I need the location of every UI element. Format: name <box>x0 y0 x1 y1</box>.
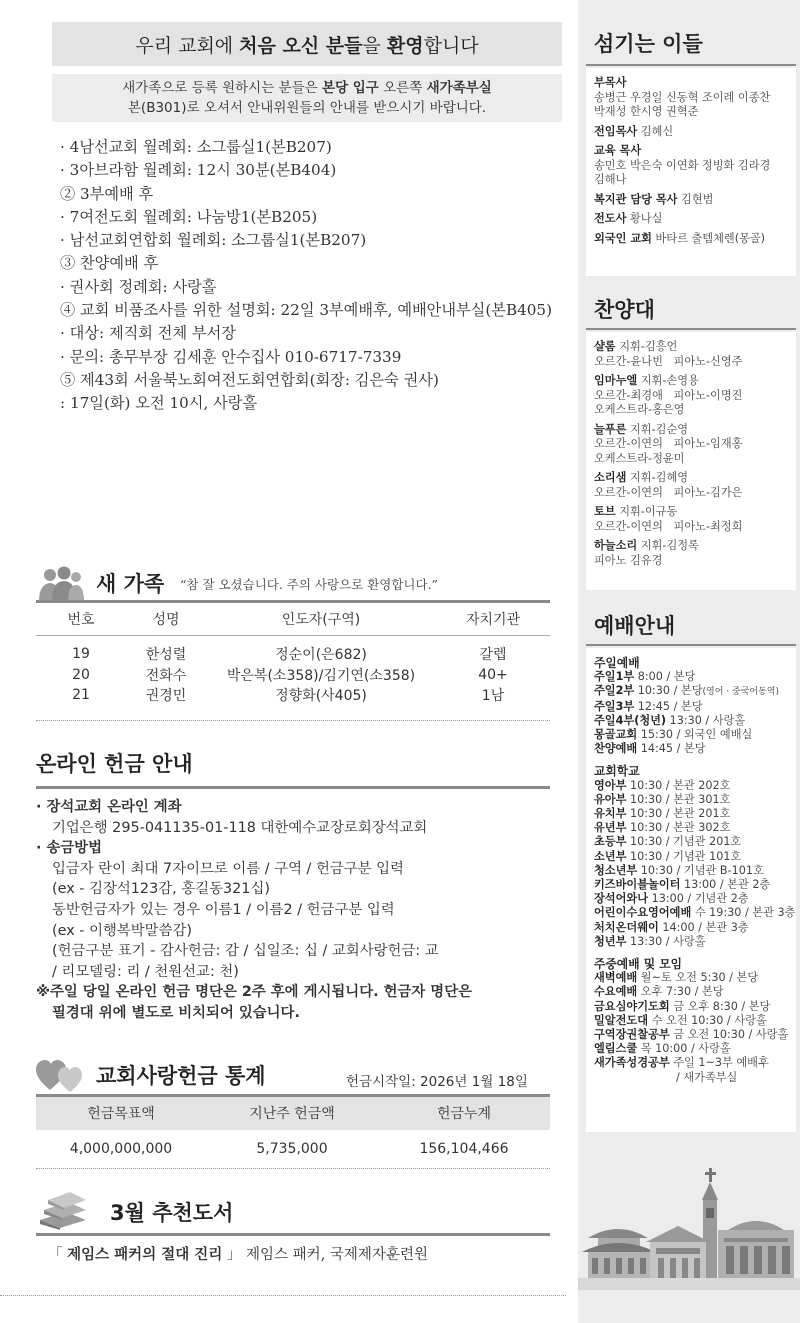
role-names: 송민호 박은숙 이연화 정빙화 김라경 <box>594 158 771 172</box>
choir-info: 오르간-이연의 피아노-임재홍 <box>594 437 743 450</box>
online-offering-title: 온라인 헌금 안내 <box>36 752 193 776</box>
service-time: 월~토 오전 5:30 / 본당 <box>637 971 759 985</box>
online-note: 필경대 위에 별도로 비치되어 있습니다. <box>52 1004 300 1021</box>
notice-item: · 대상: 제직회 전체 부서장 <box>60 324 236 343</box>
online-note: ※주일 당일 온라인 헌금 명단은 2주 후에 게시됩니다. 헌금자 명단은 <box>36 984 472 1001</box>
role-label: 전도사 <box>594 212 627 225</box>
worship-header <box>578 596 800 644</box>
church-illustration <box>578 1160 800 1290</box>
service-name: 수요예배 <box>594 985 638 999</box>
note-line-2: 본(B301)로 오셔서 안내위원들의 안내를 받으시기 바랍니다. <box>127 100 487 116</box>
new-family-quote: “참 잘 오셨습니다. 주의 사랑으로 환영합니다.” <box>180 577 438 592</box>
service-name: 장석어와나 <box>594 892 649 906</box>
cell: 정향화(사405) <box>275 687 367 704</box>
notice-item: ⑤ 제43회 서울북노회여전도회연합회(회장: 김은숙 권사) <box>60 370 439 389</box>
cell: 박은복(소358)/김기연(소358) <box>226 667 416 684</box>
servants-header <box>578 14 800 62</box>
service-name: 주일3부 <box>594 699 635 713</box>
service-name: 유년부 <box>594 821 627 835</box>
choir-info: 지휘-김정록 <box>640 539 699 552</box>
online-offering-body <box>36 797 556 1024</box>
last-week-amount: 5,735,000 <box>256 1140 328 1157</box>
method-line: (ex - 이행복박말씀감) <box>52 922 192 939</box>
role-label: 부목사 <box>594 76 627 89</box>
col-header: 번호 <box>36 602 126 636</box>
note-text: 오른쪽 <box>383 80 423 96</box>
service-name: 금요심야기도회 <box>594 999 670 1013</box>
service-time: 10:30 / 기념관 201호 <box>626 835 742 849</box>
service-time: 10:30 / 본관 302호 <box>626 821 731 835</box>
service-time: / 새가족부실 <box>676 1070 738 1084</box>
role-label: 교육 목사 <box>594 144 642 157</box>
service-name: 몽골교회 <box>594 728 638 742</box>
worship-box <box>586 648 796 1132</box>
service-name: 엘림스쿨 <box>594 1042 638 1056</box>
bracket: 」 <box>226 1247 242 1263</box>
notice-item: ② 3부예배 후 <box>60 184 154 203</box>
choir-info: 피아노 김유경 <box>594 553 663 567</box>
cell: 21 <box>72 686 90 703</box>
total-amount: 156,104,466 <box>419 1140 509 1157</box>
role-label: 외국인 교회 <box>594 231 652 245</box>
role-names: 송병근 우경일 신동혁 조이레 이종찬 <box>594 90 771 104</box>
love-offering-table <box>36 1094 550 1168</box>
method-line: (ex - 김장석123감, 홍길동321십) <box>52 881 270 898</box>
role-names: 김혜신 <box>640 124 674 138</box>
service-name: 구역장권찰공부 <box>594 1028 670 1042</box>
welcome-note <box>52 74 562 122</box>
welcome-bold-2: 환영 <box>386 34 424 57</box>
choir-info: 오르간-최경애 피아노-이명진 <box>594 388 743 402</box>
cell: 1남 <box>481 687 505 704</box>
method-line: / 리모델링: 리 / 천원선교: 천) <box>52 963 239 980</box>
section-rule <box>36 1233 550 1236</box>
service-time: 10:30 / 본관 201호 <box>626 807 731 821</box>
service-name: 주일1부 <box>594 670 635 684</box>
section-rule <box>586 644 796 646</box>
sidebar <box>578 0 800 1323</box>
choir-info: 지휘-이규동 <box>619 505 678 518</box>
notice-item: ③ 찬양예배 후 <box>60 254 159 273</box>
service-name: 새가족성경공부 <box>594 1056 670 1070</box>
choirs-box <box>586 332 796 590</box>
welcome-banner <box>52 22 562 66</box>
service-time: 10:30 / 본당 <box>634 684 703 698</box>
role-label: 복지관 담당 목사 <box>594 192 678 206</box>
divider <box>36 1168 550 1169</box>
choir-info: 오르간-윤나빈 피아노-신영주 <box>594 354 743 368</box>
service-name: 영아부 <box>594 778 627 792</box>
service-time: 15:30 / 외국인 예배실 <box>637 728 753 742</box>
col-header: 헌금누계 <box>378 1096 550 1130</box>
cell: 전화수 <box>145 667 187 684</box>
bracket: 「 <box>48 1247 63 1263</box>
choir-info: 지휘-김흥언 <box>619 340 678 353</box>
col-header: 성명 <box>126 602 206 636</box>
service-time: 수 19:30 / 본관 3층 <box>691 906 796 920</box>
service-time: 주일 1~3부 예배후 <box>669 1056 769 1070</box>
note-text: 새가족으로 등록 원하시는 분들은 <box>122 80 318 96</box>
service-name: 주일2부 <box>594 684 635 698</box>
method-line: 동반헌금자가 있는 경우 이름1 / 이름2 / 헌금구분 입력 <box>52 901 395 918</box>
notice-item: · 4남선교회 월례회: 소그룹실1(본B207) <box>60 138 332 156</box>
group-title: 주중예배 및 모임 <box>594 957 682 972</box>
service-time: 13:00 / 본관 2층 <box>680 878 771 892</box>
welcome-text-1: 우리 교회에 <box>135 34 234 57</box>
role-names: 김해나 <box>594 173 627 186</box>
goal-amount: 4,000,000,000 <box>69 1140 173 1157</box>
service-time: 10:30 / 기념관 B-101호 <box>637 863 764 877</box>
book-info: 제임스 패커, 국제제자훈련원 <box>246 1247 428 1263</box>
cell: 한성렬 <box>145 647 187 664</box>
service-name: 밀알전도대 <box>594 1013 649 1027</box>
section-rule <box>586 328 796 330</box>
service-time: 13:00 / 기념관 2층 <box>648 892 749 906</box>
role-names: 바타르 출템체렌(몽골) <box>655 231 766 245</box>
servants-box <box>586 68 796 276</box>
choir-name: 늘푸른 <box>594 422 627 436</box>
cell: 정순이(은682) <box>275 647 367 664</box>
section-rule <box>586 64 796 66</box>
choir-name: 샬롬 <box>594 340 616 353</box>
notice-item: · 남선교회연합회 월례회: 소그룹실1(본B207) <box>60 231 367 250</box>
col-header: 인도자(구역) <box>206 602 436 636</box>
group-title: 교회학교 <box>594 764 640 779</box>
note-bold: 본당 입구 <box>321 80 379 96</box>
col-header: 헌금목표액 <box>36 1096 206 1130</box>
books-icon <box>36 1190 90 1230</box>
section-rule <box>36 786 550 789</box>
notice-item: ④ 교회 비품조사를 위한 설명회: 22일 3부예배후, 예배안내부실(본B405) <box>60 301 553 320</box>
service-name: 유치부 <box>594 807 627 821</box>
choirs-title: 찬양대 <box>594 298 655 322</box>
notice-item: · 3아브라함 월례회: 12시 30분(본B404) <box>60 161 337 180</box>
welcome-text-2: 을 <box>362 34 381 57</box>
choir-name: 임마누엘 <box>594 374 638 387</box>
account-number: 기업은행 295-041135-01-118 대한예수교장로회장석교회 <box>52 819 428 836</box>
service-time: 수 오전 10:30 / 사랑홀 <box>648 1013 767 1027</box>
family-icon <box>36 566 86 602</box>
col-header: 자치기관 <box>436 602 550 636</box>
choir-info: 지휘-김순영 <box>629 422 689 436</box>
notice-item: · 문의: 총무부장 김세훈 안수집사 010-6717-7339 <box>60 347 402 366</box>
new-family-title: 새 가족 <box>96 572 165 596</box>
table-row <box>36 665 550 685</box>
book-title: 3월 추천도서 <box>110 1201 234 1225</box>
service-time: 오후 7:30 / 본당 <box>637 985 724 999</box>
service-time: 목 10:00 / 사랑홀 <box>637 1042 731 1056</box>
method-line: 입금자 란이 최대 7자이므로 이름 / 구역 / 헌금구분 입력 <box>52 860 404 877</box>
love-offering-title: 교회사랑헌금 통계 <box>96 1064 266 1088</box>
choir-info: 오르간-이연의 피아노-최정희 <box>594 519 743 533</box>
welcome-bold-1: 처음 오신 분들 <box>239 34 363 57</box>
service-time: 8:00 / 본당 <box>634 670 696 684</box>
service-time: 13:30 / 사랑홀 <box>666 713 746 727</box>
choir-info: 오케스트라-정윤미 <box>594 451 685 465</box>
account-heading: · 장석교회 온라인 계좌 <box>36 799 182 815</box>
notice-list <box>60 136 560 416</box>
cell: 19 <box>72 646 90 663</box>
cell: 40+ <box>478 666 508 683</box>
service-name: 소년부 <box>594 849 627 863</box>
method-line: (헌금구분 표기 - 감사헌금: 감 / 십일조: 십 / 교회사랑헌금: 교 <box>52 943 439 960</box>
service-name: 청년부 <box>594 934 627 948</box>
choir-name: 하늘소리 <box>594 539 638 552</box>
service-time: 14:00 / 본관 3층 <box>658 920 749 934</box>
choir-info: 지휘-손영용 <box>640 374 699 387</box>
choir-name: 소리샘 <box>594 471 627 484</box>
notice-item: · 권사회 정례회: 사랑홀 <box>60 277 217 296</box>
service-name: 처치온더웨이 <box>594 920 659 934</box>
role-names: 김현범 <box>681 192 714 206</box>
service-name: 유아부 <box>594 792 627 806</box>
service-name: 키즈바이블놀이터 <box>594 878 681 892</box>
heart-icon <box>36 1060 86 1092</box>
choir-name: 토브 <box>594 505 616 518</box>
service-time: 10:30 / 기념관 101호 <box>626 849 742 863</box>
method-heading: · 송금방법 <box>36 840 103 857</box>
table-row <box>36 1130 550 1168</box>
cell: 20 <box>72 666 90 683</box>
service-name: 새벽예배 <box>594 971 638 985</box>
choir-info: 오르간-이연의 피아노-김가은 <box>594 485 743 499</box>
new-family-table <box>36 600 550 705</box>
servants-title: 섬기는 이들 <box>594 32 703 56</box>
divider <box>36 720 550 721</box>
role-names: 박재성 한시영 권혁준 <box>594 105 699 118</box>
note-bold: 새가족부실 <box>426 80 492 96</box>
recommended-book <box>48 1243 428 1264</box>
service-name: 청소년부 <box>594 863 638 877</box>
service-time: 10:30 / 본관 202호 <box>626 778 731 792</box>
worship-title: 예배안내 <box>594 614 676 638</box>
book-name: 제임스 패커의 절대 진리 <box>67 1247 223 1263</box>
service-time: 금 오전 10:30 / 사랑홀 <box>669 1028 789 1042</box>
cell: 권경민 <box>145 687 187 704</box>
table-row <box>36 685 550 705</box>
service-note: (영어 · 중국어동역) <box>702 687 779 698</box>
service-time: 13:30 / 사랑홀 <box>626 934 706 948</box>
offering-start-date: 헌금시작일: 2026년 1월 18일 <box>346 1074 528 1090</box>
table-row <box>36 636 550 665</box>
notice-item: · 7여전도회 월례회: 나눔방1(본B205) <box>60 207 318 226</box>
choirs-header <box>578 280 800 328</box>
service-time: 10:30 / 본관 301호 <box>626 792 731 806</box>
service-time: 12:45 / 본당 <box>634 699 703 713</box>
choir-info: 지휘-김혜영 <box>629 471 689 484</box>
service-name: 어린이수요영어예배 <box>594 906 692 920</box>
service-time: 14:45 / 본당 <box>637 742 706 756</box>
welcome-text-3: 합니다 <box>423 34 479 57</box>
col-header: 지난주 헌금액 <box>206 1096 378 1130</box>
service-name: 주일4부(청년) <box>594 713 667 727</box>
notice-item: : 17일(화) 오전 10시, 사랑홀 <box>60 394 258 413</box>
divider <box>0 1295 566 1296</box>
service-name: 초등부 <box>594 835 627 849</box>
group-title: 주일예배 <box>594 656 640 670</box>
service-time: 금 오후 8:30 / 본당 <box>669 999 771 1013</box>
service-name: 찬양예배 <box>594 742 638 756</box>
choir-info: 오케스트라-홍은영 <box>594 403 685 416</box>
role-label: 전임목사 <box>594 124 638 138</box>
role-names: 황나실 <box>629 212 663 225</box>
cell: 갈렙 <box>479 647 507 664</box>
